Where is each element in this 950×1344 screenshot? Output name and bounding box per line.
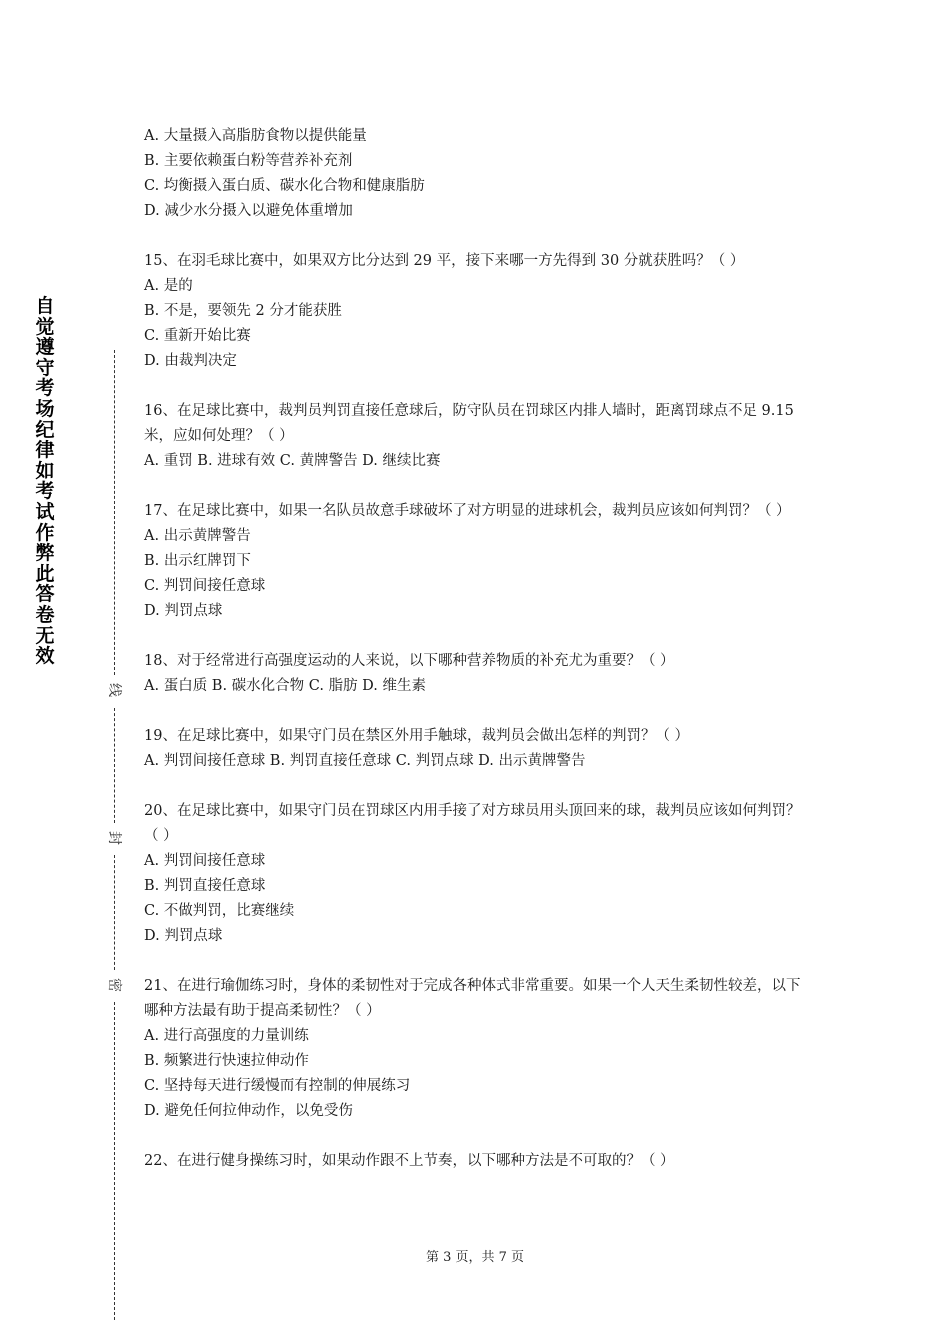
question-stem: 18、对于经常进行高强度运动的人来说，以下哪种营养物质的补充尤为重要？（ ） bbox=[144, 653, 675, 669]
question-stem: 17、在足球比赛中，如果一名队员故意手球破坏了对方明显的进球机会，裁判员应该如何判罚？（ ） bbox=[144, 503, 791, 519]
question-block bbox=[144, 649, 814, 699]
answer-option: C. 不做判罚，比赛继续 bbox=[144, 903, 295, 919]
answer-option: A. 判罚间接任意球 bbox=[144, 853, 266, 869]
answer-options bbox=[144, 449, 814, 474]
answer-option: A. 进行高强度的力量训练 bbox=[144, 1028, 309, 1044]
answer-options bbox=[144, 749, 814, 774]
question-stem: 22、在进行健身操练习时，如果动作跟不上节奏，以下哪种方法是不可取的？（ ） bbox=[144, 1153, 675, 1169]
answer-option: A. 重罚 B. 进球有效 C. 黄牌警告 D. 继续比赛 bbox=[144, 453, 441, 469]
answer-option: B. 主要依赖蛋白粉等营养补充剂 bbox=[144, 153, 353, 169]
answer-option: A. 大量摄入高脂肪食物以提供能量 bbox=[144, 128, 367, 144]
binding-label-secret: 密 bbox=[106, 978, 122, 992]
answer-option: D. 避免任何拉伸动作，以免受伤 bbox=[144, 1103, 353, 1119]
answer-options bbox=[144, 674, 814, 699]
answer-option: A. 是的 bbox=[144, 278, 193, 294]
answer-option: C. 重新开始比赛 bbox=[144, 328, 251, 344]
question-list bbox=[144, 124, 814, 1199]
question-block bbox=[144, 799, 814, 949]
binding-dash bbox=[114, 1002, 115, 1320]
question-block bbox=[144, 249, 814, 374]
answer-option: A. 判罚间接任意球 B. 判罚直接任意球 C. 判罚点球 D. 出示黄牌警告 bbox=[144, 753, 586, 769]
question-stem: 20、在足球比赛中，如果守门员在罚球区内用手接了对方球员用头顶回来的球，裁判员应该如何判罚？（ ） bbox=[144, 803, 801, 844]
binding-label-line: 线 bbox=[106, 683, 122, 697]
question-block bbox=[144, 974, 814, 1124]
question-stem: 21、在进行瑜伽练习时，身体的柔韧性对于完成各种体式非常重要。如果一个人天生柔韧性较差，以下哪种方法最有助于提高柔韧性？（ ） bbox=[144, 978, 801, 1019]
answer-options bbox=[144, 849, 814, 949]
answer-option: A. 蛋白质 B. 碳水化合物 C. 脂肪 D. 维生素 bbox=[144, 678, 427, 694]
binding-line bbox=[103, 350, 127, 1320]
binding-dash bbox=[114, 708, 115, 823]
answer-option: B. 判罚直接任意球 bbox=[144, 878, 266, 894]
answer-option: B. 频繁进行快速拉伸动作 bbox=[144, 1053, 309, 1069]
answer-options bbox=[144, 124, 814, 224]
answer-option: D. 减少水分摄入以避免体重增加 bbox=[144, 203, 353, 219]
binding-dash bbox=[114, 855, 115, 970]
binding-dash bbox=[114, 350, 115, 675]
answer-option: D. 由裁判决定 bbox=[144, 353, 237, 369]
answer-option: D. 判罚点球 bbox=[144, 928, 223, 944]
answer-options bbox=[144, 524, 814, 624]
page-footer: 第 3 页，共 7 页 bbox=[425, 1250, 525, 1265]
answer-option: C. 判罚间接任意球 bbox=[144, 578, 266, 594]
answer-option: D. 判罚点球 bbox=[144, 603, 223, 619]
question-stem: 19、在足球比赛中，如果守门员在禁区外用手触球，裁判员会做出怎样的判罚？（ ） bbox=[144, 728, 690, 744]
answer-option: B. 出示红牌罚下 bbox=[144, 553, 251, 569]
question-block bbox=[144, 399, 814, 474]
question-block bbox=[144, 499, 814, 624]
question-block bbox=[144, 124, 814, 224]
answer-options bbox=[144, 274, 814, 374]
question-block bbox=[144, 1149, 814, 1174]
answer-option: C. 均衡摄入蛋白质、碳水化合物和健康脂肪 bbox=[144, 178, 425, 194]
answer-options bbox=[144, 1024, 814, 1124]
binding-label-seal: 封 bbox=[106, 831, 122, 845]
answer-option: C. 坚持每天进行缓慢而有控制的伸展练习 bbox=[144, 1078, 411, 1094]
question-block bbox=[144, 724, 814, 774]
exam-discipline-warning: 自觉遵守考场纪律如考试作弊此答卷无效 bbox=[35, 295, 55, 668]
question-stem: 16、在足球比赛中，裁判员判罚直接任意球后，防守队员在罚球区内排人墙时，距离罚球点不足 9.15 米，应如何处理？（ ） bbox=[144, 403, 799, 444]
answer-option: A. 出示黄牌警告 bbox=[144, 528, 251, 544]
answer-option: B. 不是，要领先 2 分才能获胜 bbox=[144, 303, 342, 319]
question-stem: 15、在羽毛球比赛中，如果双方比分达到 29 平，接下来哪一方先得到 30 分就获胜吗？（ ） bbox=[144, 253, 745, 269]
